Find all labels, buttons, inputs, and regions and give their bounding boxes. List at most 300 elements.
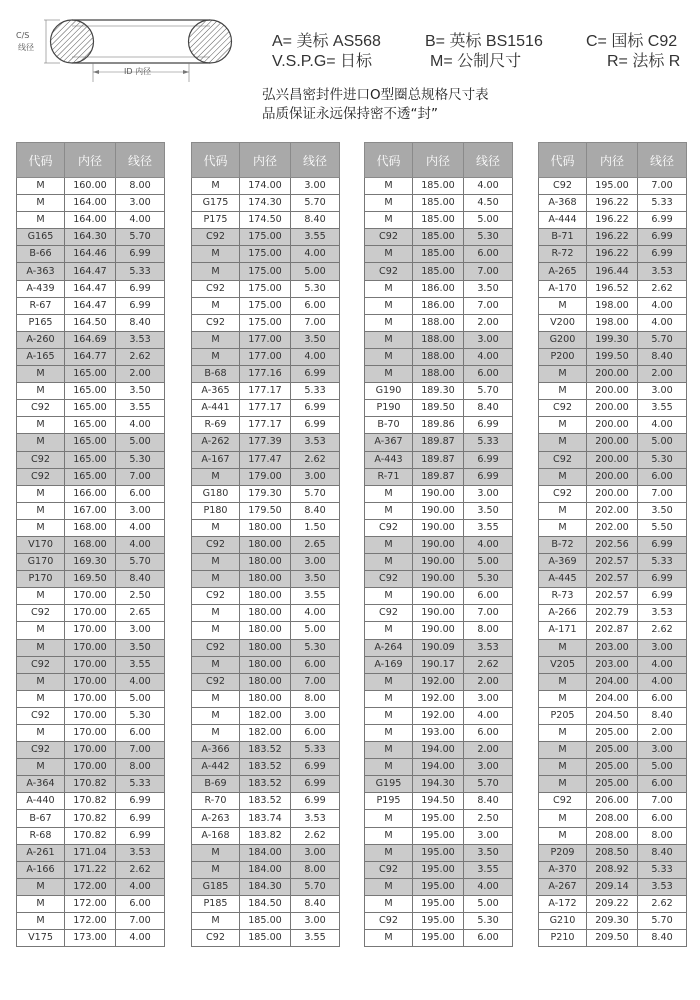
cell-cross-section: 3.00 xyxy=(464,690,513,707)
cell-code: G165 xyxy=(17,229,65,246)
cell-inner-diameter: 171.04 xyxy=(65,844,116,861)
cell-inner-diameter: 180.00 xyxy=(240,536,291,553)
table-row xyxy=(365,930,513,947)
table-row xyxy=(539,656,687,673)
cell-code: V170 xyxy=(17,536,65,553)
cell-inner-diameter: 184.30 xyxy=(240,878,291,895)
cell-inner-diameter: 190.00 xyxy=(413,485,464,502)
cell-cross-section: 2.00 xyxy=(638,366,687,383)
table-row xyxy=(192,622,340,639)
table-row xyxy=(539,588,687,605)
cell-code: M xyxy=(365,485,413,502)
cell-cross-section: 4.00 xyxy=(116,673,165,690)
legend-item-r: R= 法标 R xyxy=(607,53,681,70)
cell-code: R-72 xyxy=(539,246,587,263)
cell-inner-diameter: 170.82 xyxy=(65,810,116,827)
cell-inner-diameter: 192.00 xyxy=(413,707,464,724)
cell-inner-diameter: 175.00 xyxy=(240,263,291,280)
cell-cross-section: 4.00 xyxy=(116,878,165,895)
table-row xyxy=(539,742,687,759)
cell-code: M xyxy=(192,263,240,280)
table-row xyxy=(192,366,340,383)
cell-code: B-69 xyxy=(192,776,240,793)
cell-code: M xyxy=(539,297,587,314)
cell-inner-diameter: 170.82 xyxy=(65,827,116,844)
cell-inner-diameter: 183.52 xyxy=(240,793,291,810)
cell-inner-diameter: 190.00 xyxy=(413,502,464,519)
cell-cross-section: 2.00 xyxy=(464,673,513,690)
cell-cross-section: 6.99 xyxy=(638,246,687,263)
table-row xyxy=(17,639,165,656)
cell-cross-section: 3.53 xyxy=(116,331,165,348)
cell-inner-diameter: 194.50 xyxy=(413,793,464,810)
cell-cross-section: 3.55 xyxy=(116,656,165,673)
table-header-row xyxy=(17,143,165,178)
cell-code: M xyxy=(365,742,413,759)
table-row xyxy=(17,314,165,331)
table-row xyxy=(192,759,340,776)
cell-code: M xyxy=(192,246,240,263)
cell-code: A-365 xyxy=(192,383,240,400)
cell-inner-diameter: 177.00 xyxy=(240,331,291,348)
column-header-code: 代码 xyxy=(365,143,413,178)
table-row xyxy=(192,502,340,519)
cell-cross-section: 2.62 xyxy=(638,622,687,639)
table-row xyxy=(17,844,165,861)
cell-inner-diameter: 171.22 xyxy=(65,861,116,878)
table-row xyxy=(539,759,687,776)
column-header-inner-diameter: 内径 xyxy=(587,143,638,178)
cell-inner-diameter: 205.00 xyxy=(587,725,638,742)
cell-code: V175 xyxy=(17,930,65,947)
cell-cross-section: 4.00 xyxy=(116,519,165,536)
cell-inner-diameter: 175.00 xyxy=(240,229,291,246)
cell-cross-section: 5.00 xyxy=(638,434,687,451)
table-row xyxy=(192,451,340,468)
cell-code: C92 xyxy=(17,742,65,759)
cell-code: C92 xyxy=(365,263,413,280)
column-header-cross-section: 线径 xyxy=(638,143,687,178)
cell-cross-section: 5.33 xyxy=(116,776,165,793)
cell-inner-diameter: 196.22 xyxy=(587,229,638,246)
cell-code: M xyxy=(539,690,587,707)
cell-cross-section: 5.00 xyxy=(291,622,340,639)
cell-code: C92 xyxy=(365,605,413,622)
cell-cross-section: 6.99 xyxy=(291,759,340,776)
cell-code: C92 xyxy=(192,280,240,297)
cell-cross-section: 8.40 xyxy=(116,314,165,331)
table-row xyxy=(365,571,513,588)
table-row xyxy=(192,844,340,861)
table-row xyxy=(539,622,687,639)
table-row xyxy=(365,383,513,400)
cell-code: A-264 xyxy=(365,639,413,656)
cell-inner-diameter: 180.00 xyxy=(240,639,291,656)
cell-inner-diameter: 204.00 xyxy=(587,690,638,707)
cell-code: C92 xyxy=(192,639,240,656)
cell-code: A-266 xyxy=(539,605,587,622)
cell-code: P200 xyxy=(539,348,587,365)
cell-cross-section: 6.00 xyxy=(464,588,513,605)
table-row xyxy=(365,400,513,417)
cell-inner-diameter: 177.47 xyxy=(240,451,291,468)
legend-item-metric: M= 公制尺寸 xyxy=(430,53,522,70)
cell-code: B-72 xyxy=(539,536,587,553)
cell-cross-section: 3.50 xyxy=(291,571,340,588)
cell-cross-section: 3.00 xyxy=(291,707,340,724)
cell-code: M xyxy=(365,622,413,639)
cell-cross-section: 2.62 xyxy=(116,861,165,878)
cell-cross-section: 6.00 xyxy=(464,366,513,383)
cell-inner-diameter: 169.50 xyxy=(65,571,116,588)
cell-cross-section: 6.00 xyxy=(291,656,340,673)
cell-inner-diameter: 164.00 xyxy=(65,212,116,229)
cell-inner-diameter: 202.57 xyxy=(587,554,638,571)
cell-inner-diameter: 184.50 xyxy=(240,895,291,912)
cell-inner-diameter: 172.00 xyxy=(65,878,116,895)
cell-inner-diameter: 198.00 xyxy=(587,314,638,331)
cell-code: B-70 xyxy=(365,417,413,434)
cell-inner-diameter: 190.00 xyxy=(413,622,464,639)
table-row xyxy=(192,417,340,434)
cell-cross-section: 4.00 xyxy=(464,878,513,895)
cell-cross-section: 8.40 xyxy=(291,502,340,519)
cell-cross-section: 8.40 xyxy=(638,707,687,724)
cell-cross-section: 3.00 xyxy=(464,759,513,776)
cell-inner-diameter: 180.00 xyxy=(240,605,291,622)
cell-inner-diameter: 183.52 xyxy=(240,742,291,759)
legend-item-bs1516: B= 英标 BS1516 xyxy=(425,33,543,50)
cell-cross-section: 3.50 xyxy=(116,383,165,400)
cell-cross-section: 7.00 xyxy=(116,913,165,930)
cs-label: C/S xyxy=(16,31,30,40)
table-row xyxy=(539,195,687,212)
cell-cross-section: 5.70 xyxy=(291,195,340,212)
cell-inner-diameter: 202.57 xyxy=(587,588,638,605)
cell-inner-diameter: 170.00 xyxy=(65,742,116,759)
cell-cross-section: 6.99 xyxy=(638,536,687,553)
cell-inner-diameter: 180.00 xyxy=(240,519,291,536)
cell-code: M xyxy=(539,639,587,656)
cell-inner-diameter: 200.00 xyxy=(587,366,638,383)
cell-code: A-443 xyxy=(365,451,413,468)
cell-cross-section: 3.00 xyxy=(638,639,687,656)
cell-code: M xyxy=(365,297,413,314)
table-row xyxy=(539,725,687,742)
cell-cross-section: 3.53 xyxy=(638,263,687,280)
cell-cross-section: 3.50 xyxy=(638,502,687,519)
cell-code: M xyxy=(365,178,413,195)
cell-inner-diameter: 189.50 xyxy=(413,400,464,417)
cell-cross-section: 6.00 xyxy=(291,297,340,314)
cell-inner-diameter: 195.00 xyxy=(413,844,464,861)
table-row xyxy=(17,434,165,451)
cell-cross-section: 3.00 xyxy=(291,468,340,485)
table-row xyxy=(365,725,513,742)
cell-code: V200 xyxy=(539,314,587,331)
cell-cross-section: 2.65 xyxy=(116,605,165,622)
table-row xyxy=(192,400,340,417)
cell-inner-diameter: 166.00 xyxy=(65,485,116,502)
cell-code: M xyxy=(192,605,240,622)
cell-inner-diameter: 172.00 xyxy=(65,895,116,912)
table-row xyxy=(365,366,513,383)
cell-code: P210 xyxy=(539,930,587,947)
cell-inner-diameter: 203.00 xyxy=(587,639,638,656)
table-row xyxy=(539,502,687,519)
cell-code: M xyxy=(539,759,587,776)
table-row xyxy=(192,776,340,793)
cell-code: M xyxy=(192,861,240,878)
table-row xyxy=(365,844,513,861)
table-row xyxy=(539,348,687,365)
cell-inner-diameter: 198.00 xyxy=(587,297,638,314)
cell-cross-section: 6.00 xyxy=(638,810,687,827)
cell-inner-diameter: 200.00 xyxy=(587,400,638,417)
table-row xyxy=(192,229,340,246)
cell-inner-diameter: 202.57 xyxy=(587,571,638,588)
cell-code: M xyxy=(539,725,587,742)
cell-cross-section: 5.33 xyxy=(116,263,165,280)
table-row xyxy=(17,571,165,588)
table-row xyxy=(539,536,687,553)
cell-code: P185 xyxy=(192,895,240,912)
table-row xyxy=(17,383,165,400)
cell-code: M xyxy=(17,913,65,930)
cell-code: C92 xyxy=(17,605,65,622)
cell-inner-diameter: 209.22 xyxy=(587,895,638,912)
cell-inner-diameter: 175.00 xyxy=(240,314,291,331)
cell-code: A-260 xyxy=(17,331,65,348)
cell-cross-section: 5.70 xyxy=(464,776,513,793)
table-row xyxy=(539,878,687,895)
legend-item-as568: A= 美标 AS568 xyxy=(272,33,381,50)
table-row xyxy=(539,554,687,571)
cell-code: M xyxy=(539,742,587,759)
cell-cross-section: 3.53 xyxy=(464,639,513,656)
table-row xyxy=(539,519,687,536)
table-row xyxy=(192,485,340,502)
cell-inner-diameter: 164.50 xyxy=(65,314,116,331)
cell-code: C92 xyxy=(17,468,65,485)
table-row xyxy=(539,178,687,195)
cell-code: A-167 xyxy=(192,451,240,468)
cell-inner-diameter: 177.16 xyxy=(240,366,291,383)
cell-inner-diameter: 189.87 xyxy=(413,468,464,485)
cell-code: M xyxy=(539,502,587,519)
cell-cross-section: 3.00 xyxy=(291,844,340,861)
table-row xyxy=(365,827,513,844)
cell-inner-diameter: 190.00 xyxy=(413,588,464,605)
column-header-cross-section: 线径 xyxy=(116,143,165,178)
cell-inner-diameter: 185.00 xyxy=(413,246,464,263)
cell-cross-section: 3.53 xyxy=(291,434,340,451)
table-row xyxy=(365,742,513,759)
cell-code: P180 xyxy=(192,502,240,519)
spec-table-2 xyxy=(191,142,340,947)
cell-inner-diameter: 200.00 xyxy=(587,417,638,434)
cell-inner-diameter: 190.00 xyxy=(413,536,464,553)
cell-cross-section: 6.00 xyxy=(291,725,340,742)
cell-code: M xyxy=(17,895,65,912)
cell-cross-section: 5.70 xyxy=(638,331,687,348)
table-row xyxy=(17,178,165,195)
column-header-cross-section: 线径 xyxy=(291,143,340,178)
table-row xyxy=(365,314,513,331)
table-row xyxy=(365,280,513,297)
cell-code: M xyxy=(192,707,240,724)
cell-cross-section: 5.30 xyxy=(291,280,340,297)
cell-code: P205 xyxy=(539,707,587,724)
cell-code: M xyxy=(192,178,240,195)
cell-code: C92 xyxy=(17,451,65,468)
table-row xyxy=(192,468,340,485)
cell-code: A-369 xyxy=(539,554,587,571)
cell-inner-diameter: 189.87 xyxy=(413,451,464,468)
table-row xyxy=(365,331,513,348)
table-row xyxy=(17,913,165,930)
cell-code: P195 xyxy=(365,793,413,810)
cell-code: A-261 xyxy=(17,844,65,861)
cell-code: M xyxy=(539,673,587,690)
cell-inner-diameter: 202.00 xyxy=(587,502,638,519)
table-row xyxy=(17,297,165,314)
cell-cross-section: 3.00 xyxy=(464,485,513,502)
table-row xyxy=(365,861,513,878)
cell-inner-diameter: 185.00 xyxy=(240,913,291,930)
cell-cross-section: 6.99 xyxy=(464,417,513,434)
cell-code: B-66 xyxy=(17,246,65,263)
cell-inner-diameter: 180.00 xyxy=(240,622,291,639)
cell-inner-diameter: 196.44 xyxy=(587,263,638,280)
cell-cross-section: 5.30 xyxy=(291,639,340,656)
cell-inner-diameter: 186.00 xyxy=(413,280,464,297)
cell-inner-diameter: 177.39 xyxy=(240,434,291,451)
cell-code: M xyxy=(365,707,413,724)
table-row xyxy=(539,776,687,793)
cell-cross-section: 6.00 xyxy=(638,776,687,793)
cell-inner-diameter: 180.00 xyxy=(240,571,291,588)
cell-code: C92 xyxy=(365,571,413,588)
table-row xyxy=(17,451,165,468)
cell-inner-diameter: 196.22 xyxy=(587,246,638,263)
cell-code: M xyxy=(17,502,65,519)
cell-cross-section: 3.53 xyxy=(638,878,687,895)
cell-inner-diameter: 195.00 xyxy=(413,895,464,912)
cell-cross-section: 3.55 xyxy=(116,400,165,417)
table-row xyxy=(192,348,340,365)
cell-cross-section: 5.30 xyxy=(464,913,513,930)
cs-label-2: 线径 xyxy=(18,43,34,52)
heading-line-1: 弘兴昌密封件进口O型圈总规格尺寸表 xyxy=(262,87,489,103)
o-ring-cross-section-drawing xyxy=(0,0,260,100)
cell-code: A-168 xyxy=(192,827,240,844)
cell-inner-diameter: 177.00 xyxy=(240,348,291,365)
cell-cross-section: 7.00 xyxy=(464,605,513,622)
table-row xyxy=(365,673,513,690)
table-row xyxy=(365,485,513,502)
cell-inner-diameter: 185.00 xyxy=(240,930,291,947)
cell-code: A-441 xyxy=(192,400,240,417)
cell-inner-diameter: 190.17 xyxy=(413,656,464,673)
cell-cross-section: 6.99 xyxy=(638,588,687,605)
cell-inner-diameter: 170.00 xyxy=(65,725,116,742)
cell-code: R-70 xyxy=(192,793,240,810)
table-row xyxy=(539,366,687,383)
table-row xyxy=(192,827,340,844)
cell-inner-diameter: 164.46 xyxy=(65,246,116,263)
table-row xyxy=(192,246,340,263)
cell-code: A-442 xyxy=(192,759,240,776)
cell-inner-diameter: 170.00 xyxy=(65,707,116,724)
cell-cross-section: 6.00 xyxy=(464,725,513,742)
cell-code: A-363 xyxy=(17,263,65,280)
cell-cross-section: 2.00 xyxy=(464,314,513,331)
cell-cross-section: 8.00 xyxy=(291,861,340,878)
cell-inner-diameter: 183.82 xyxy=(240,827,291,844)
cell-cross-section: 7.00 xyxy=(291,314,340,331)
cell-inner-diameter: 205.00 xyxy=(587,759,638,776)
cell-cross-section: 6.99 xyxy=(291,366,340,383)
cell-inner-diameter: 199.50 xyxy=(587,348,638,365)
table-row xyxy=(365,536,513,553)
cell-cross-section: 5.33 xyxy=(464,434,513,451)
cell-inner-diameter: 195.00 xyxy=(587,178,638,195)
table-row xyxy=(17,725,165,742)
cell-cross-section: 3.00 xyxy=(638,383,687,400)
cell-code: M xyxy=(365,280,413,297)
cell-inner-diameter: 196.22 xyxy=(587,212,638,229)
cell-inner-diameter: 164.00 xyxy=(65,195,116,212)
cell-code: R-73 xyxy=(539,588,587,605)
cell-cross-section: 6.00 xyxy=(116,485,165,502)
cell-inner-diameter: 175.00 xyxy=(240,246,291,263)
spec-table-3 xyxy=(364,142,513,947)
cell-cross-section: 3.50 xyxy=(291,331,340,348)
cell-cross-section: 3.55 xyxy=(464,519,513,536)
table-row xyxy=(17,246,165,263)
cell-inner-diameter: 208.50 xyxy=(587,844,638,861)
cell-code: B-68 xyxy=(192,366,240,383)
cell-inner-diameter: 188.00 xyxy=(413,331,464,348)
cell-inner-diameter: 194.30 xyxy=(413,776,464,793)
cell-cross-section: 8.40 xyxy=(291,895,340,912)
cell-inner-diameter: 179.00 xyxy=(240,468,291,485)
cell-code: A-370 xyxy=(539,861,587,878)
cell-cross-section: 4.00 xyxy=(291,246,340,263)
table-row xyxy=(539,707,687,724)
table-row xyxy=(17,400,165,417)
cell-code: A-440 xyxy=(17,793,65,810)
cell-code: M xyxy=(539,417,587,434)
cell-inner-diameter: 204.00 xyxy=(587,673,638,690)
cell-inner-diameter: 200.00 xyxy=(587,485,638,502)
cell-cross-section: 3.00 xyxy=(464,827,513,844)
table-row xyxy=(17,195,165,212)
cell-inner-diameter: 180.00 xyxy=(240,588,291,605)
cell-cross-section: 5.33 xyxy=(291,742,340,759)
table-row xyxy=(192,588,340,605)
cell-inner-diameter: 184.00 xyxy=(240,844,291,861)
table-row xyxy=(539,263,687,280)
cell-cross-section: 6.99 xyxy=(464,451,513,468)
cell-inner-diameter: 164.30 xyxy=(65,229,116,246)
cell-code: M xyxy=(192,690,240,707)
cell-code: A-165 xyxy=(17,348,65,365)
cell-cross-section: 6.00 xyxy=(116,895,165,912)
cell-inner-diameter: 170.00 xyxy=(65,759,116,776)
table-row xyxy=(17,742,165,759)
